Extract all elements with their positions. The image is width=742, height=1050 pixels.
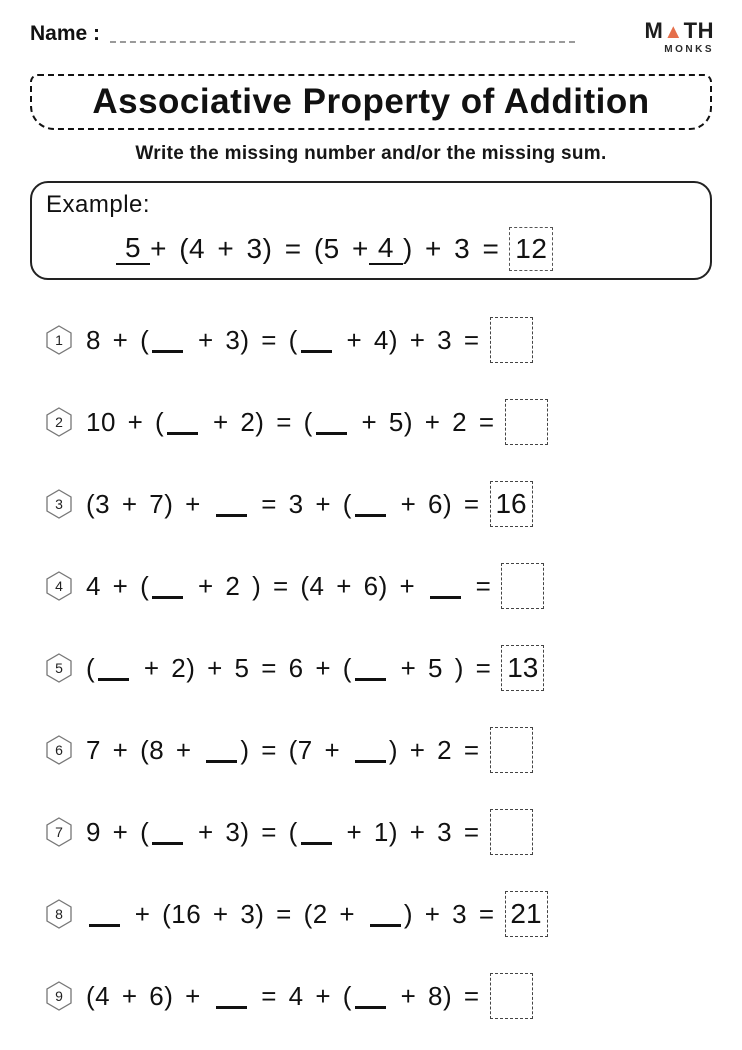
- problem-number: 7: [55, 824, 63, 840]
- blank-underscore[interactable]: [216, 514, 247, 517]
- problem-number: 6: [55, 742, 63, 758]
- example-segment-2: ) + 3 =: [402, 233, 500, 264]
- problem-number-badge: [46, 899, 72, 929]
- blank-underscore[interactable]: [152, 596, 183, 599]
- name-label: Name :: [30, 22, 101, 45]
- answer-box[interactable]: [490, 973, 533, 1019]
- problem-row: [0, 299, 742, 381]
- blank-underscore[interactable]: [167, 432, 198, 435]
- problem-row: [0, 545, 742, 627]
- triangle-icon: ▲: [663, 21, 684, 43]
- example-box: [30, 181, 712, 280]
- problem-equation: (3 + 7) + = 3 + ( + 6) =: [86, 488, 480, 519]
- problem-number-badge: [46, 325, 72, 355]
- answer-box[interactable]: 16: [490, 481, 533, 527]
- blank-underscore[interactable]: [355, 1006, 386, 1009]
- example-filled-blank-2: 4: [369, 233, 403, 266]
- math-monks-logo: [645, 20, 714, 55]
- problem-row: [0, 627, 742, 709]
- problem-equation: 7 + (8 + ) = (7 + ) + 2 =: [86, 734, 480, 765]
- name-row: [30, 22, 575, 46]
- answer-box[interactable]: [490, 727, 533, 773]
- logo-letters-th: TH: [683, 18, 714, 43]
- answer-box[interactable]: [505, 399, 548, 445]
- blank-underscore[interactable]: [316, 432, 347, 435]
- blank-underscore[interactable]: [89, 924, 120, 927]
- problem-equation: 4 + ( + 2 ) = (4 + 6) + =: [86, 570, 492, 601]
- problem-row: [0, 873, 742, 955]
- instructions-text: Write the missing number and/or the missing sum.: [135, 143, 607, 164]
- problem-equation: 9 + ( + 3) = ( + 1) + 3 =: [86, 816, 480, 847]
- name-input-line[interactable]: [110, 41, 575, 43]
- example-equation: [116, 227, 696, 271]
- logo-letter-m: M: [644, 18, 664, 43]
- logo-subtext: MONKS: [664, 44, 714, 55]
- problem-number-badge: [46, 735, 72, 765]
- blank-underscore[interactable]: [430, 596, 461, 599]
- problem-row: [0, 463, 742, 545]
- blank-underscore[interactable]: [355, 514, 386, 517]
- blank-underscore[interactable]: [98, 678, 129, 681]
- problem-number-badge: [46, 817, 72, 847]
- problem-number-badge: [46, 407, 72, 437]
- problem-number: 3: [55, 496, 63, 512]
- problem-number: 9: [55, 988, 63, 1004]
- answer-box[interactable]: [490, 809, 533, 855]
- problem-row: [0, 709, 742, 791]
- blank-underscore[interactable]: [152, 350, 183, 353]
- problem-number-badge: [46, 653, 72, 683]
- page-title: Associative Property of Addition: [92, 82, 650, 121]
- problem-row: [0, 381, 742, 463]
- blank-underscore[interactable]: [216, 1006, 247, 1009]
- example-label: Example:: [46, 191, 151, 218]
- problem-equation: 8 + ( + 3) = ( + 4) + 3 =: [86, 324, 480, 355]
- problem-number-badge: [46, 981, 72, 1011]
- answer-box[interactable]: [490, 317, 533, 363]
- problem-equation: ( + 2) + 5 = 6 + ( + 5 ) =: [86, 652, 492, 683]
- blank-underscore[interactable]: [301, 842, 332, 845]
- problem-number-badge: [46, 571, 72, 601]
- blank-underscore[interactable]: [301, 350, 332, 353]
- problem-number: 4: [55, 578, 63, 594]
- problem-equation: 10 + ( + 2) = ( + 5) + 2 =: [86, 406, 495, 437]
- problem-number: 2: [55, 414, 63, 430]
- problem-number: 8: [55, 906, 63, 922]
- answer-box[interactable]: 21: [505, 891, 548, 937]
- blank-underscore[interactable]: [355, 678, 386, 681]
- blank-underscore[interactable]: [152, 842, 183, 845]
- example-filled-blank-1: 5: [116, 233, 150, 266]
- blank-underscore[interactable]: [355, 760, 386, 763]
- blank-underscore[interactable]: [206, 760, 237, 763]
- problem-number: 5: [55, 660, 63, 676]
- problem-number-badge: [46, 489, 72, 519]
- problem-equation: (4 + 6) + = 4 + ( + 8) =: [86, 980, 480, 1011]
- problem-number: 1: [55, 332, 63, 348]
- answer-box[interactable]: [501, 563, 544, 609]
- problems-list: [0, 299, 742, 1037]
- example-answer-box: 12: [509, 227, 553, 271]
- example-segment-1: + (4 + 3) = (5 +: [150, 233, 369, 264]
- answer-box[interactable]: 13: [501, 645, 544, 691]
- logo-wordmark: [645, 20, 714, 42]
- blank-underscore[interactable]: [370, 924, 401, 927]
- problem-row: [0, 791, 742, 873]
- worksheet-title-box: [30, 74, 712, 130]
- problem-row: [0, 955, 742, 1037]
- problem-equation: + (16 + 3) = (2 + ) + 3 =: [86, 899, 495, 930]
